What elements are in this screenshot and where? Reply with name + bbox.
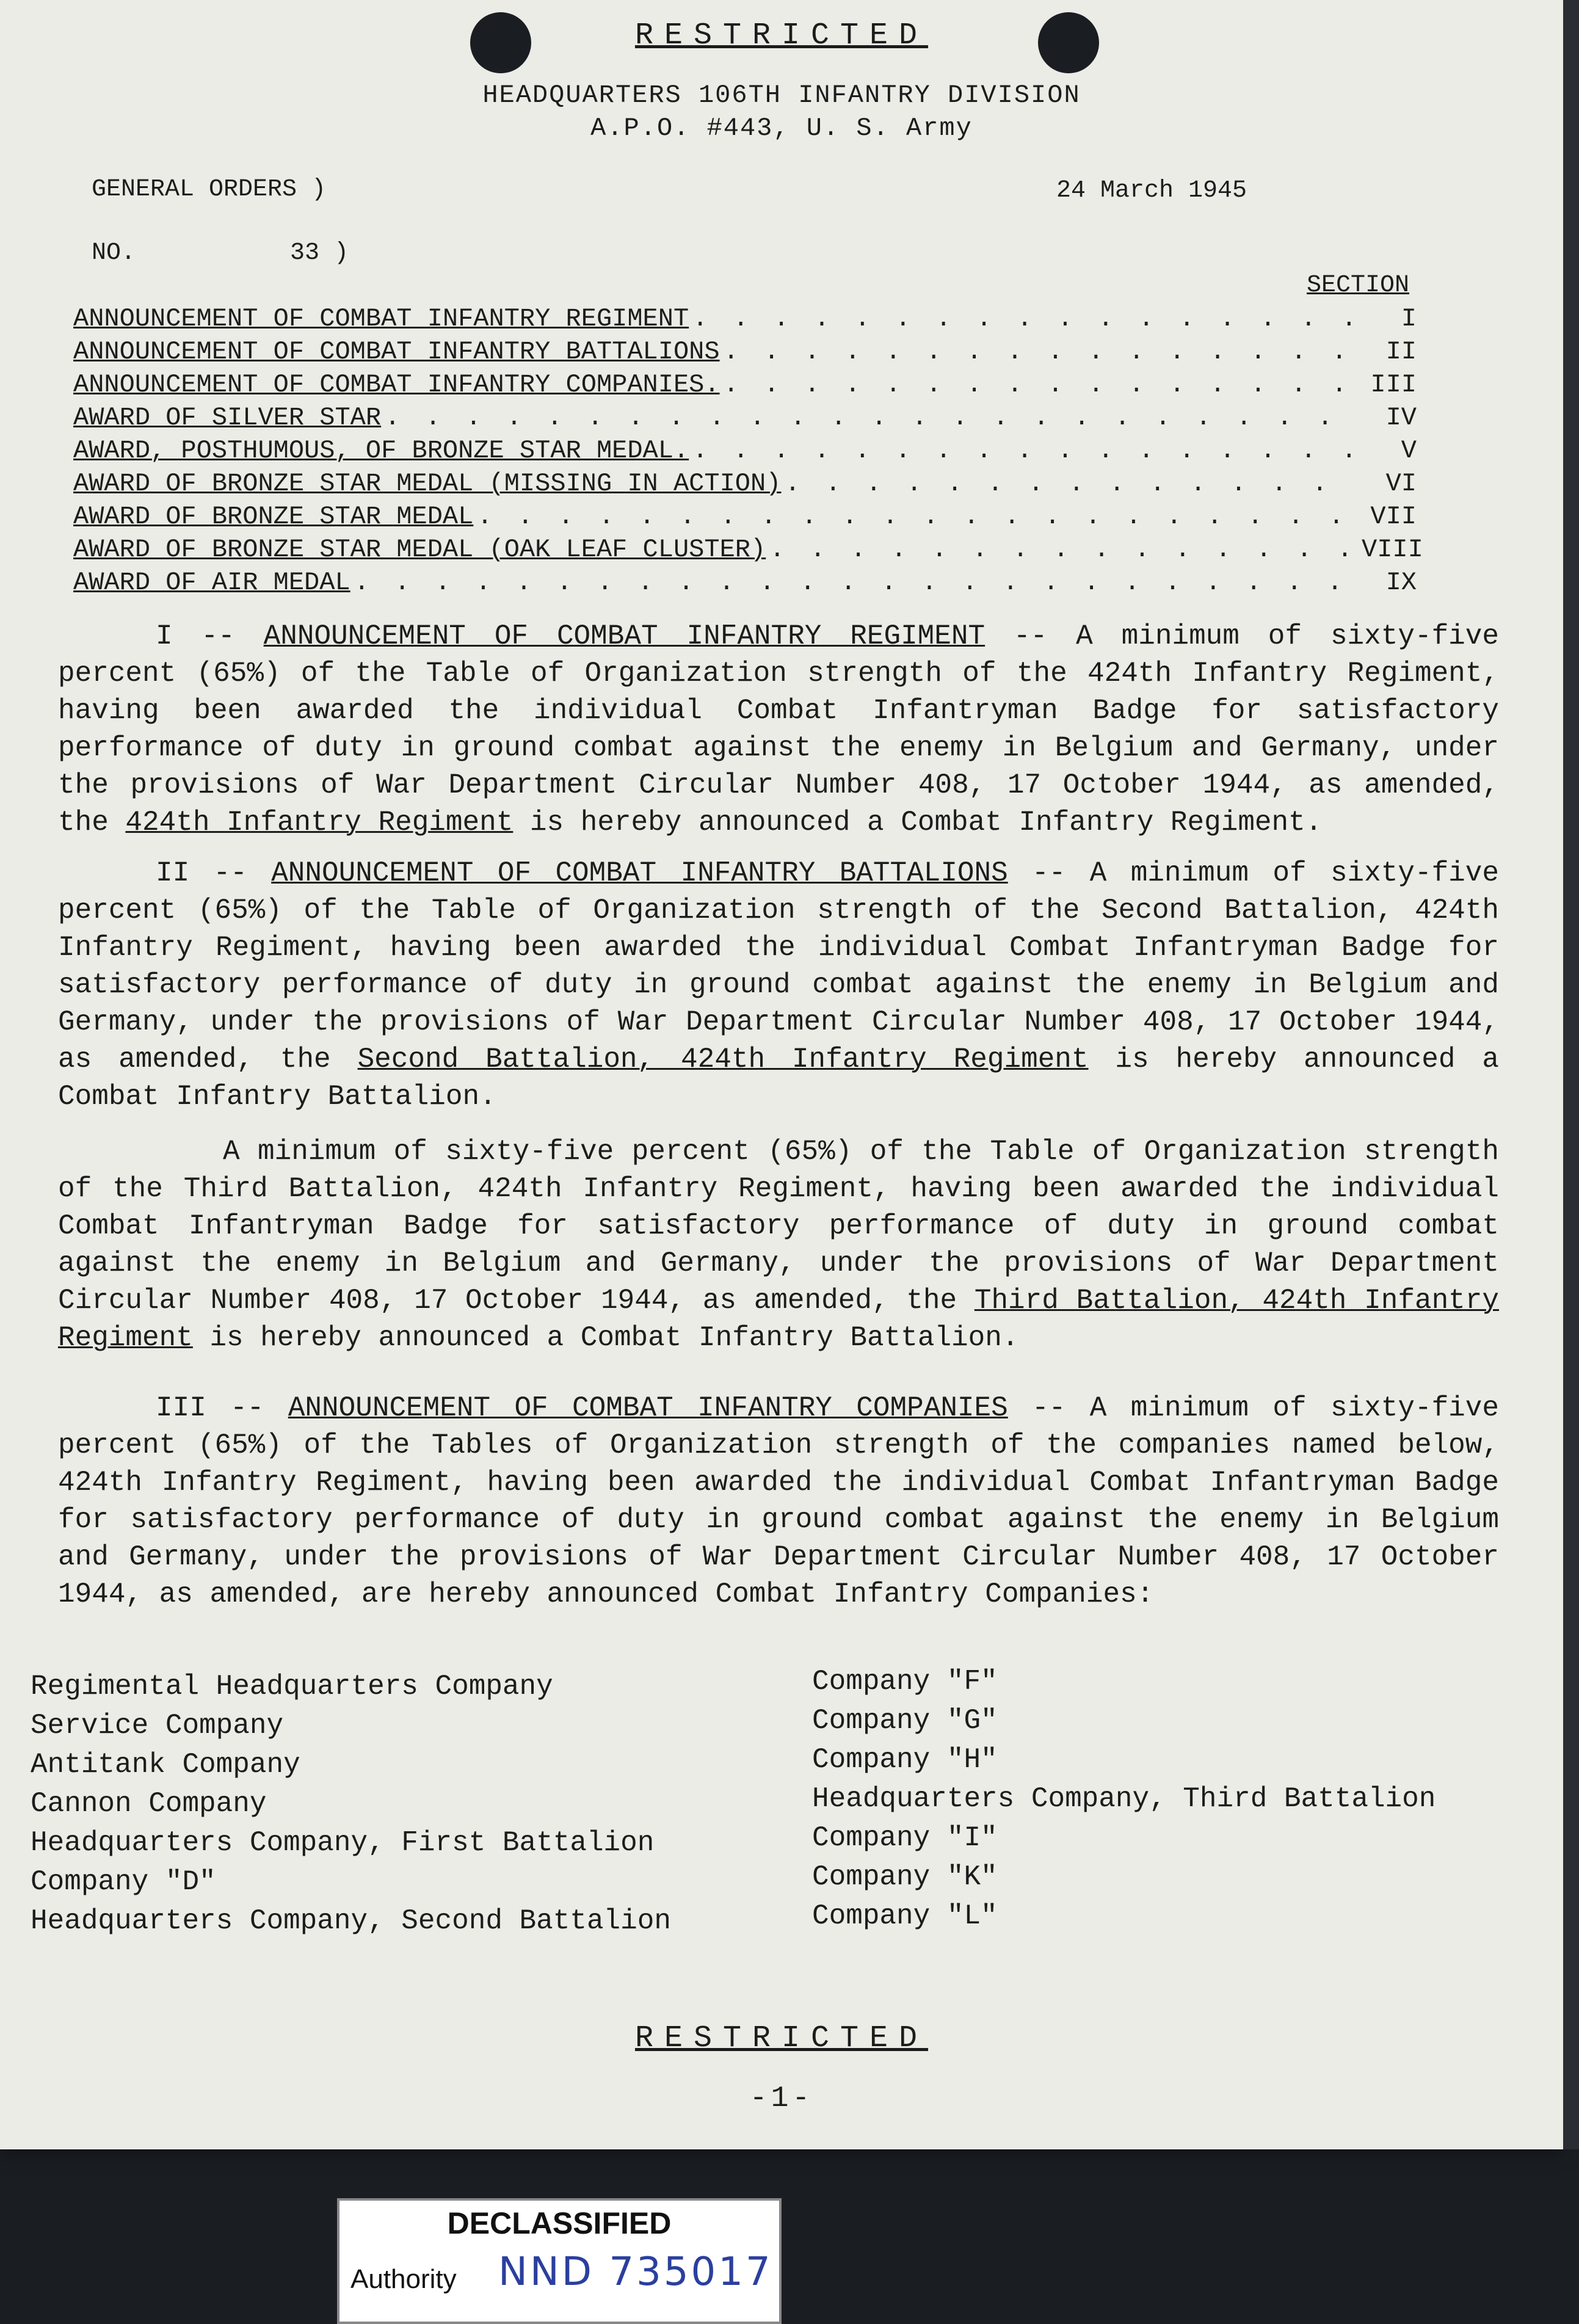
list-item: Company "F" [812,1666,998,1698]
toc-label: AWARD OF AIR MEDAL [73,568,350,597]
page-edge [1563,0,1579,2149]
toc-label: AWARD, POSTHUMOUS, OF BRONZE STAR MEDAL. [73,436,689,465]
section-iii-prefix: III -- [156,1392,288,1424]
section-i-body: -- A minimum of sixty-five percent (65%) of the Table of Organization strength of the 424th Infantry Regiment, having been awarded the individual Combat Infantryman Badge for satisfactory performance of duty in ground combat against the enemy in Belgium and Germany, under the provisions of War Department Circular Number 408, 17 October 1944, as amended, the [58,620,1499,838]
toc-label: ANNOUNCEMENT OF COMBAT INFANTRY REGIMENT [73,304,689,333]
list-item: Company "D" [31,1866,216,1898]
toc-number: VI [1385,469,1417,498]
section-ii-unit: Second Battalion, 424th Infantry Regiment [357,1044,1089,1075]
stamp-title: DECLASSIFIED [447,2206,672,2240]
toc-section-heading: SECTION [1307,272,1410,299]
toc-label: ANNOUNCEMENT OF COMBAT INFANTRY BATTALIONS [73,337,720,366]
order-number: 33 ) [290,239,349,267]
toc-row [73,300,1417,333]
stamp-authority-label: Authority [350,2264,457,2294]
toc-row [73,399,1417,432]
toc-label: AWARD OF SILVER STAR [73,403,382,432]
toc-leader [724,370,1358,399]
order-number-prefix: NO. [92,239,136,267]
toc-number: VII [1370,502,1417,531]
toc-leader [477,502,1358,531]
section-i-prefix: I -- [156,620,264,652]
declassified-stamp [337,2198,782,2324]
toc-leader [724,337,1358,366]
toc-number: I [1401,304,1417,333]
toc-row [73,498,1417,531]
toc-leader [785,469,1358,498]
toc-row [73,465,1417,498]
stamp-authority-value: NND 735017 [498,2250,773,2295]
toc-row [73,564,1417,597]
section-ii-title: ANNOUNCEMENT OF COMBAT INFANTRY BATTALIONS [271,857,1008,889]
section-i-body-end: is hereby announced a Combat Infantry Regiment. [513,807,1323,838]
section-ii-para2-body: A minimum of sixty-five percent (65%) of the Table of Organization strength of the Third Battalion, 424th Infantry Regiment, having been awarded the individual Combat Infantryman Badge for satisfactory performance of duty in ground combat against the enemy in Belgium and Germany, under the provisions of War Department Circular Number 408, 17 October 1944, as amended, the [58,1136,1499,1316]
section-ii-prefix: II -- [156,857,272,889]
section-ii-paragraph [58,855,1499,1116]
companies-left-column [31,1667,671,1941]
toc-row [73,531,1423,564]
toc-row [73,432,1417,465]
section-ii-body-end: is hereby announced a Combat Infantry Battalion. [58,1044,1500,1113]
toc-number: II [1385,337,1417,366]
toc-leader [692,304,1358,333]
toc-number: III [1370,370,1417,399]
section-iii-title: ANNOUNCEMENT OF COMBAT INFANTRY COMPANIES [288,1392,1008,1424]
toc-number: IX [1385,568,1417,597]
toc-leader [385,403,1358,432]
toc-label: AWARD OF BRONZE STAR MEDAL (MISSING IN ACTION) [73,469,782,498]
list-item: Regimental Headquarters Company [31,1671,553,1702]
section-iii-body: -- A minimum of sixty-five percent (65%) of the Tables of Organization strength of the companies named below, 424th Infantry Regiment, having been awarded the individual Combat Infantryman Badge for satisfactory performance of duty in ground combat against the enemy in Belgium and Germany, under the provisions of War Department Circular Number 408, 17 October 1944, as amended, are hereby announced Combat Infantry Companies: [58,1392,1499,1610]
list-item: Company "L" [812,1900,998,1932]
list-item: Service Company [31,1710,284,1741]
toc-number: IV [1385,403,1417,432]
toc-label: ANNOUNCEMENT OF COMBAT INFANTRY COMPANIES. [73,370,720,399]
list-item: Company "K" [812,1861,998,1893]
list-item: Company "I" [812,1822,998,1854]
list-item: Cannon Company [31,1788,267,1820]
section-i-paragraph [58,618,1499,841]
list-item: Headquarters Company, Third Battalion [812,1783,1436,1815]
list-item: Company "H" [812,1744,998,1776]
section-ii-para2-unit: Third Battalion, 424th Infantry Regiment [58,1285,1499,1354]
list-item: Headquarters Company, Second Battalion [31,1905,671,1937]
toc-row [73,333,1417,366]
companies-right-column [812,1662,1436,1936]
toc-row [73,366,1417,399]
list-item: Company "G" [812,1705,998,1737]
toc-leader [692,436,1358,465]
toc-leader [354,568,1358,597]
section-ii-body: -- A minimum of sixty-five percent (65%) of the Table of Organization strength of the Second Battalion, 424th Infantry Regiment, having been awarded the individual Combat Infantryman Badge for satisfactory performance of duty in ground combat against the enemy in Belgium and Germany, under the provisions of War Department Circular Number 408, 17 October 1944, as amended, the [58,857,1499,1075]
classification-bottom: RESTRICTED [634,2021,929,2056]
section-ii-paragraph-2 [58,1133,1499,1357]
unit-heading: HEADQUARTERS 106TH INFANTRY DIVISION [482,81,1081,110]
page-number: -1- [749,2082,814,2115]
toc-number: V [1401,436,1417,465]
section-iii-paragraph [58,1390,1499,1613]
list-item: Antitank Company [31,1749,300,1781]
apo-line: A.P.O. #443, U. S. Army [590,114,973,143]
classification-top: RESTRICTED [634,18,929,53]
section-i-unit: 424th Infantry Regiment [125,807,514,838]
order-date: 24 March 1945 [1056,177,1247,205]
toc-number: VIII [1362,535,1423,564]
general-orders-label: GENERAL ORDERS ) [92,176,327,203]
section-ii-para2-body-end: is hereby announced a Combat Infantry Battalion. [192,1322,1019,1354]
list-item: Headquarters Company, First Battalion [31,1827,655,1859]
toc-leader [769,535,1358,564]
toc-label: AWARD OF BRONZE STAR MEDAL (OAK LEAF CLUSTER) [73,535,766,564]
section-i-title: ANNOUNCEMENT OF COMBAT INFANTRY REGIMENT [263,620,986,652]
toc-label: AWARD OF BRONZE STAR MEDAL [73,502,474,531]
